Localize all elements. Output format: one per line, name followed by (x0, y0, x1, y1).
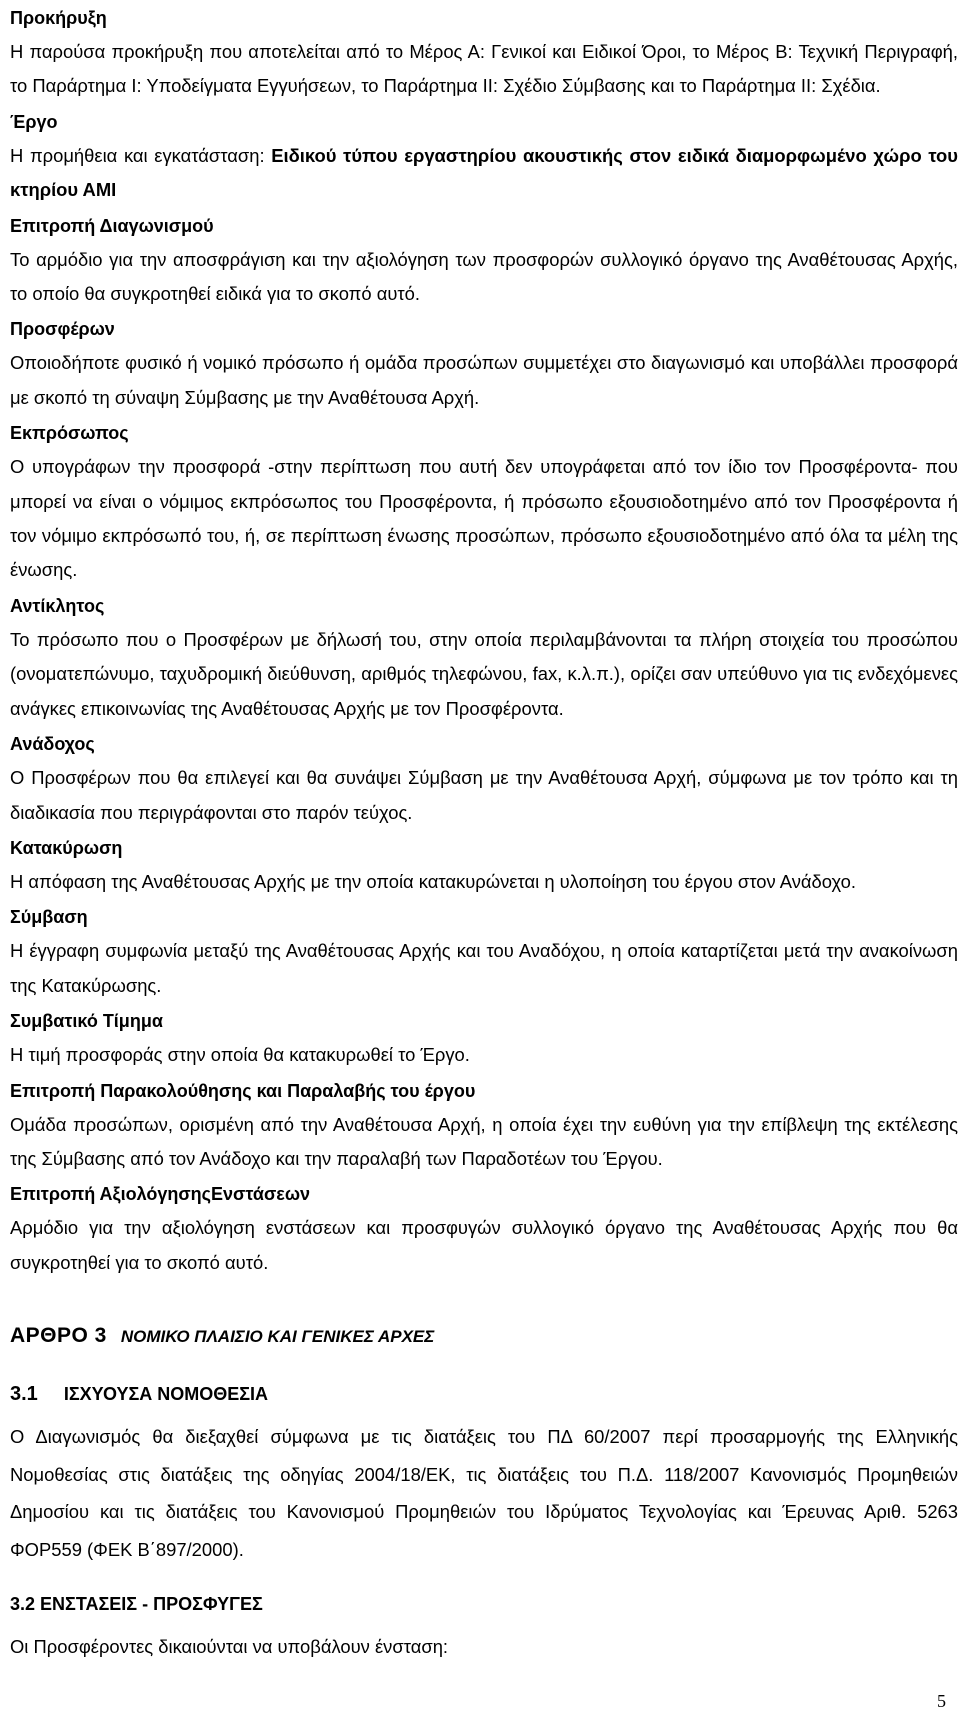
definition-text-prefix: Η προμήθεια και εγκατάσταση: (10, 144, 272, 166)
definition-text: Ο υπογράφων την προσφορά -στην περίπτωση που αυτή δεν υπογράφεται από τον ίδιο τον Προσφέροντα- που μπορεί να είναι ο νόμιμος εκπρόσωπος του Προσφέροντα, ή πρόσωπο εξουσιοδοτημένο από τον Προσφέροντα ή τον νόμιμο εκπρόσωπό του, ή, σε περίπτωση ένωσης προσώπων, πρόσωπο εξουσιοδοτημένο από όλα τα μέλη της ένωσης. (10, 456, 958, 581)
definition-term: Επιτροπή Διαγωνισμού (10, 215, 214, 236)
definition-anadochos (10, 726, 958, 830)
definition-text: Αρμόδιο για την αξιολόγηση ενστάσεων και προσφυγών συλλογικό όργανο της Αναθέτουσας Αρχής που θα συγκροτηθεί για το σκοπό αυτό. (10, 1217, 958, 1273)
definition-katakyrosi (10, 830, 958, 899)
definition-text: Ομάδα προσώπων, ορισμένη από την Αναθέτουσα Αρχή, η οποία έχει την ευθύνη για την επίβλεψη της εκτέλεσης της Σύμβασης από τον Ανάδοχο και την παραλαβή των Παραδοτέων του Έργου. (10, 1113, 958, 1169)
definition-term: Εκπρόσωπος (10, 423, 129, 444)
definition-term: Συμβατικό Τίμημα (10, 1011, 163, 1032)
definition-term: Αντίκλητος (10, 595, 105, 616)
document-page (10, 0, 958, 1666)
article-heading (10, 1324, 958, 1358)
definition-term: Προσφέρων (10, 319, 115, 340)
definition-text: Η έγγραφη συμφωνία μεταξύ της Αναθέτουσας Αρχής και του Αναδόχου, η οποία καταρτίζεται μετά την ανακοίνωση της Κατακύρωσης. (10, 940, 958, 996)
section-title: 3.2 ΕΝΣΤΑΣΕΙΣ - ΠΡΟΣΦΥΓΕΣ (10, 1593, 263, 1614)
section-text-3-2: Οι Προσφέροντες δικαιούνται να υποβάλουν ένσταση: (10, 1636, 449, 1658)
definition-term: Προκήρυξη (10, 8, 107, 28)
definition-text: Η τιμή προσφοράς στην οποία θα κατακυρωθεί το Έργο. (10, 1044, 470, 1066)
section-heading-3-2 (10, 1584, 958, 1624)
section-text-3-1: Ο Διαγωνισμός θα διεξαχθεί σύμφωνα με τις διατάξεις του ΠΔ 60/2007 περί προσαρμογής της Ελληνικής Νομοθεσίας στις διατάξεις της οδηγίας 2004/18/ΕΚ, τις διατάξεις του Π.Δ. 118/2007 Κανονισμός Προμηθειών Δημοσίου και τις διατάξεις του Κανονισμού Προμηθειών του Ιδρύματος Τεχνολογίας και Έρευνας Αριθ. 5263 ΦΟΡ559 (ΦΕΚ Β΄897/2000). (10, 1426, 958, 1560)
definition-ekprosopos (10, 415, 958, 588)
definition-antikletos (10, 588, 958, 726)
definition-symvatiko-timima (10, 1003, 958, 1072)
definition-text: Η παρούσα προκήρυξη που αποτελείται από το Μέρος Α: Γενικοί και Ειδικοί Όροι, το Μέρος Β: Τεχνική Περιγραφή, το Παράρτημα Ι: Υποδείγματα Εγγυήσεων, το Παράρτημα ΙΙ: Σχέδιο Σύμβασης και το Παράρτημα ΙΙ: Σχέδια. (10, 41, 958, 97)
definition-term: Έργο (10, 111, 58, 132)
definition-text: Η απόφαση της Αναθέτουσας Αρχής με την οποία κατακυρώνεται η υλοποίηση του έργου στον Ανάδοχο. (10, 870, 857, 892)
definition-prokiryxi (10, 0, 958, 104)
definition-symvasi (10, 899, 958, 1003)
section-number: 3.1 (10, 1382, 38, 1405)
definition-epitropi-diagonismou (10, 208, 958, 312)
definition-text: Ο Προσφέρων που θα επιλεγεί και θα συνάψει Σύμβαση με την Αναθέτουσα Αρχή, σύμφωνα με τον τρόπο και τη διαδικασία που περιγράφονται στο παρόν τεύχος. (10, 767, 958, 823)
definition-term: Επιτροπή ΑξιολόγησηςΕνστάσεων (10, 1184, 311, 1205)
definition-epitropi-axiologisis (10, 1176, 958, 1280)
definition-term: Ανάδοχος (10, 734, 95, 755)
page-number: 5 (937, 1691, 946, 1711)
definition-ergo (10, 104, 958, 208)
definition-text: Το αρμόδιο για την αποσφράγιση και την αξιολόγηση των προσφορών συλλογικό όργανο της Αναθέτουσας Αρχής, το οποίο θα συγκροτηθεί ειδικά για το σκοπό αυτό. (10, 248, 958, 305)
definition-term: Κατακύρωση (10, 837, 123, 858)
project-title: Ειδικού τύπου εργαστηρίου ακουστικής στον ειδικά διαμορφωμένο χώρο του κτηρίου ΑΜΙ (10, 144, 958, 201)
article-number: ΑΡΘΡΟ 3 (10, 1324, 107, 1348)
definition-text (10, 139, 958, 208)
section-heading-3-1 (10, 1374, 958, 1414)
definition-text: Το πρόσωπο που ο Προσφέρων με δήλωσή του, στην οποία περιλαμβάνονται τα πλήρη στοιχεία του προσώπου (ονοματεπώνυμο, ταχυδρομική διεύθυνση, αριθμός τηλεφώνου, fax, κ.λ.π.), ορίζει σαν υπεύθυνο για τις ενδεχόμενες ανάγκες επικοινωνίας της Αναθέτουσας Αρχής με τον Προσφέροντα. (10, 628, 958, 719)
article-title: ΝΟΜΙΚΟ ΠΛΑΙΣΙΟ ΚΑΙ ΓΕΝΙΚΕΣ ΑΡΧΕΣ (120, 1327, 435, 1347)
definition-text: Οποιοδήποτε φυσικό ή νομικό πρόσωπο ή ομάδα προσώπων συμμετέχει στο διαγωνισμό και υποβάλλει προσφορά με σκοπό τη σύναψη Σύμβασης με την Αναθέτουσα Αρχή. (10, 352, 958, 408)
definition-prosferon (10, 311, 958, 415)
definition-term: Επιτροπή Παρακολούθησης και Παραλαβής του έργου (10, 1080, 476, 1101)
definition-epitropi-parakolouthisis (10, 1073, 958, 1177)
definition-term: Σύμβαση (10, 907, 88, 928)
section-title: ΙΣΧΥΟΥΣΑ ΝΟΜΟΘΕΣΙΑ (63, 1383, 269, 1404)
